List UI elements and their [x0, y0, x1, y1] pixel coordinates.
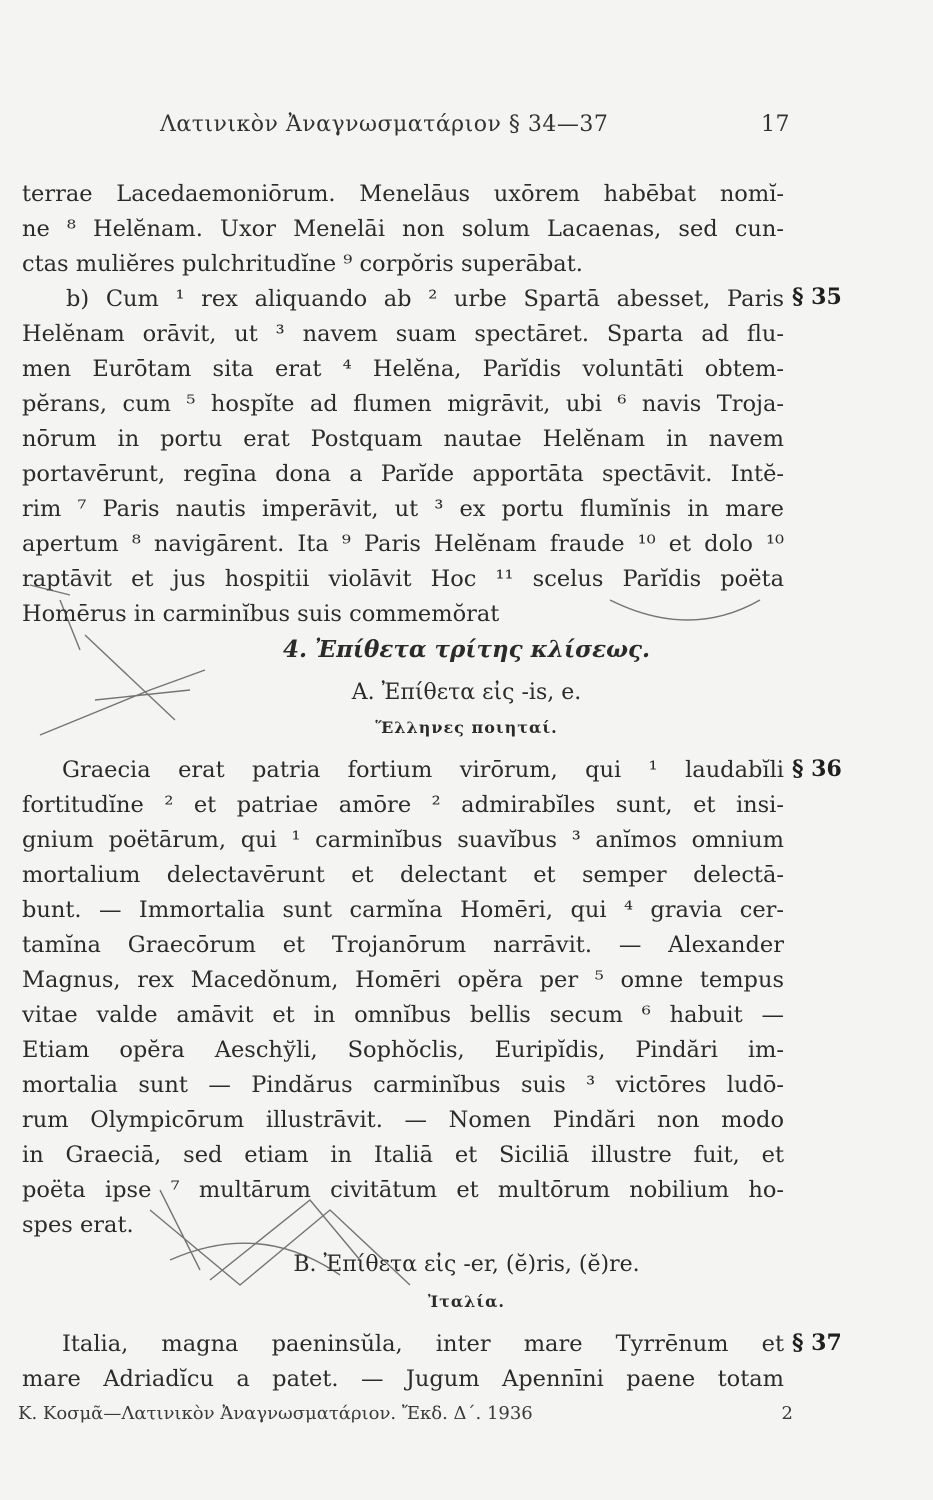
text-line: Italia, magna paeninsŭla, inter mare Tyrrēnum et — [62, 1331, 784, 1357]
page-number: 17 — [761, 112, 790, 137]
section-heading-4: 4. Ἐπίθετα τρίτης κλίσεως. — [282, 636, 651, 663]
text-line: Etiam opĕra Aeschўli, Sophŏclis, Euripĭdis, Pindări im- — [22, 1037, 784, 1063]
pencil-stroke — [610, 600, 760, 620]
pencil-stroke — [210, 1200, 360, 1280]
text-line: ne ⁸ Helĕnam. Uxor Menelāi non solum Lacaenas, sed cun- — [22, 216, 784, 242]
text-line: rim ⁷ Paris nautis imperāvit, ut ³ ex portu flumĭnis in mare — [22, 496, 784, 522]
pencil-stroke — [95, 690, 190, 700]
text-line: nōrum in portu erat Postquam nautae Helĕnam in navem — [22, 426, 784, 452]
text-line: tamĭna Graecōrum et Trojanōrum narrāvit. — Alexander — [22, 932, 784, 958]
subsection-title-a: Ἕλληνες ποιηταί. — [375, 718, 558, 737]
text-line: poëta ipse ⁷ multārum civitātum et multōrum nobilium ho- — [22, 1177, 784, 1203]
text-line: in Graeciā, sed etiam in Italiā et Siciliā illustre fuit, et — [22, 1142, 784, 1168]
text-line: vitae valde amāvit et in omnĭbus bellis secum ⁶ habuit — — [22, 1002, 784, 1028]
text-line: Graecia erat patria fortium virōrum, qui ¹ laudabĭli — [62, 757, 784, 783]
text-line: apertum ⁸ navigārent. Ita ⁹ Paris Helĕnam fraude ¹⁰ et dolo ¹⁰ — [22, 531, 784, 557]
subsection-heading-b: B. Ἐπίθετα εἰς -er, (ĕ)ris, (ĕ)re. — [293, 1252, 640, 1277]
text-line: raptāvit et jus hospitii violāvit Hoc ¹¹ scelus Parĭdis poëta — [22, 566, 784, 592]
header-title: Λατινικὸν Ἀναγνωσματάριον § 34—37 — [160, 112, 609, 137]
text-line: Helĕnam orāvit, ut ³ navem suam spectāret. Sparta ad flu- — [22, 321, 784, 347]
pencil-stroke — [85, 635, 175, 720]
text-line: spes erat. — [22, 1212, 134, 1238]
subsection-heading-a: A. Ἐπίθετα εἰς -is, e. — [351, 680, 582, 705]
text-line: Magnus, rex Macedŏnum, Homēri opĕra per ⁵ omne tempus — [22, 967, 784, 993]
text-line: pĕrans, cum ⁵ hospĭte ad flumen migrāvit, ubi ⁶ navis Troja- — [22, 391, 784, 417]
footer-imprint: K. Κοσμᾶ—Λατινικὸν Ἀναγνωσματάριον. Ἔκδ. Δ΄. 1936 — [18, 1403, 533, 1424]
text-line: fortitudĭne ² et patriae amōre ² admirabĭles sunt, et insi- — [22, 792, 784, 818]
text-line: ctas muliĕres pulchritudĭne ⁹ corpŏris superābat. — [22, 251, 583, 277]
text-line: bunt. — Immortalia sunt carmĭna Homēri, qui ⁴ gravia cer- — [22, 897, 784, 923]
text-line: portavērunt, regīna dona a Parĭde apportāta spectāvit. Intĕ- — [22, 461, 784, 487]
margin-section-35: § 35 — [792, 284, 842, 310]
pencil-stroke — [30, 585, 70, 595]
text-line: mare Adriadĭcu a patet. — Jugum Apennīni paene totam — [22, 1366, 784, 1392]
pencil-stroke — [40, 670, 205, 735]
text-line: gnium poëtārum, qui ¹ carminĭbus suavĭbus ³ anĭmos omnium — [22, 827, 784, 853]
subsection-title-b: Ἰταλία. — [428, 1292, 505, 1311]
text-line: mortalia sunt — Pindărus carminĭbus suis ³ victōres ludō- — [22, 1072, 784, 1098]
pencil-stroke — [160, 1190, 200, 1270]
pencil-stroke — [60, 600, 80, 650]
text-line: rum Olympicōrum illustrāvit. — Nomen Pindări non modo — [22, 1107, 784, 1133]
margin-section-37: § 37 — [792, 1330, 842, 1356]
text-line: Homērus in carminĭbus suis commemŏrat — [22, 601, 500, 627]
text-line: men Eurōtam sita erat ⁴ Helĕna, Parĭdis voluntāti obtem- — [22, 356, 784, 382]
text-line: b) Cum ¹ rex aliquando ab ² urbe Spartā abesset, Paris — [66, 286, 784, 312]
text-line: mortalium delectavērunt et delectant et semper delectā- — [22, 862, 784, 888]
margin-section-36: § 36 — [792, 756, 842, 782]
text-line: terrae Lacedaemoniōrum. Menelāus uxōrem habēbat nomĭ- — [22, 181, 784, 207]
signature-mark: 2 — [781, 1403, 793, 1424]
